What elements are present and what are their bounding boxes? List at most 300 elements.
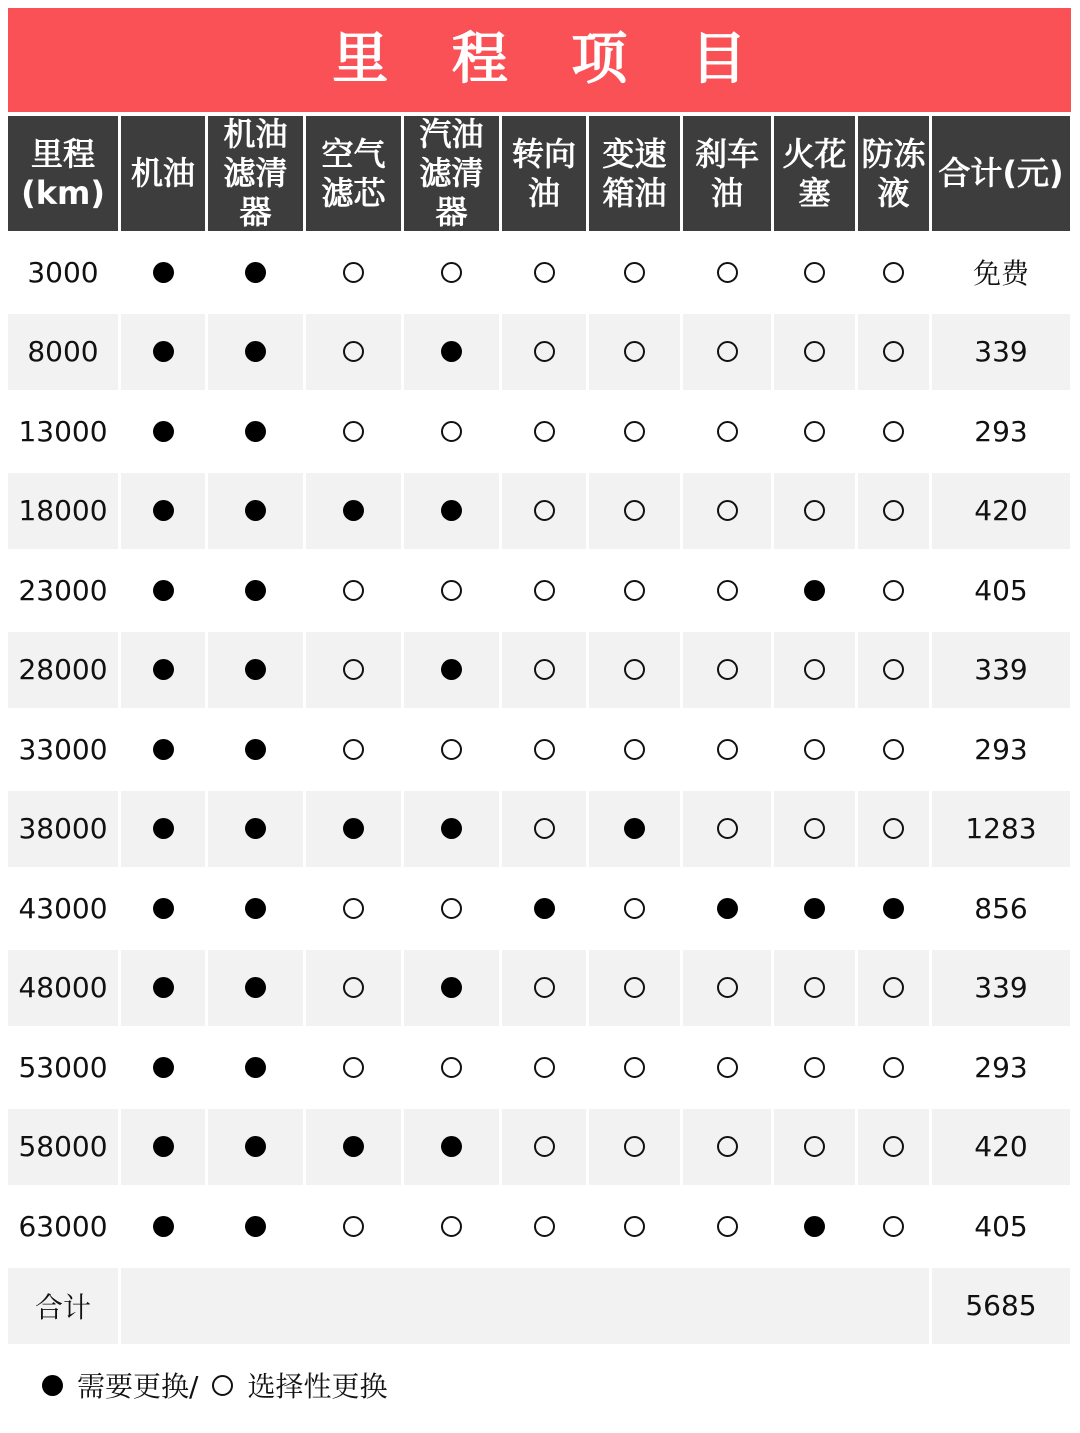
mark-cell bbox=[404, 314, 499, 391]
filled-dot-icon bbox=[343, 1136, 364, 1157]
mark-cell bbox=[589, 1109, 680, 1186]
mileage-cell: 43000 bbox=[8, 870, 118, 947]
table-row bbox=[8, 234, 1071, 311]
mark-cell bbox=[121, 393, 205, 470]
mark-cell bbox=[502, 950, 586, 1027]
filled-dot-icon bbox=[153, 1057, 174, 1078]
open-dot-icon bbox=[343, 580, 364, 601]
mark-cell bbox=[589, 1029, 680, 1106]
filled-dot-icon bbox=[153, 1216, 174, 1237]
filled-dot-icon bbox=[153, 1136, 174, 1157]
header-line: 器 bbox=[239, 193, 272, 231]
open-dot-icon bbox=[717, 739, 738, 760]
header-line: 箱油 bbox=[602, 173, 667, 212]
mark-cell bbox=[683, 234, 771, 311]
open-dot-icon bbox=[624, 977, 645, 998]
summary-row bbox=[8, 1268, 1071, 1345]
header-line: 液 bbox=[877, 173, 910, 212]
mark-cell bbox=[774, 632, 855, 709]
table-row bbox=[8, 870, 1071, 947]
open-dot-icon bbox=[624, 739, 645, 760]
open-dot-icon bbox=[441, 739, 462, 760]
mark-cell bbox=[404, 234, 499, 311]
mark-cell bbox=[502, 1188, 586, 1265]
mark-cell bbox=[683, 393, 771, 470]
mark-cell bbox=[683, 1109, 771, 1186]
mark-cell bbox=[683, 791, 771, 868]
mark-cell bbox=[858, 711, 929, 788]
open-dot-icon bbox=[717, 977, 738, 998]
mark-cell bbox=[306, 393, 401, 470]
open-dot-icon bbox=[804, 818, 825, 839]
header-cell bbox=[932, 116, 1070, 231]
row-total-cell: 405 bbox=[932, 552, 1070, 629]
header-line: 滤清 bbox=[223, 154, 288, 192]
mark-cell bbox=[589, 234, 680, 311]
mark-cell bbox=[774, 870, 855, 947]
mark-cell bbox=[683, 314, 771, 391]
open-dot-icon bbox=[343, 898, 364, 919]
open-dot-icon bbox=[883, 500, 904, 521]
table-row bbox=[8, 1029, 1071, 1106]
open-dot-icon bbox=[717, 1216, 738, 1237]
mark-cell bbox=[306, 1109, 401, 1186]
table-row bbox=[8, 711, 1071, 788]
row-total-cell: 339 bbox=[932, 950, 1070, 1027]
filled-dot-icon bbox=[441, 818, 462, 839]
mark-cell bbox=[858, 950, 929, 1027]
filled-dot-icon bbox=[245, 341, 266, 362]
header-line: 火花 bbox=[782, 134, 847, 173]
mark-cell bbox=[683, 870, 771, 947]
mark-cell bbox=[121, 473, 205, 550]
open-dot-icon bbox=[624, 262, 645, 283]
mark-cell bbox=[502, 1109, 586, 1186]
mark-cell bbox=[404, 632, 499, 709]
open-dot-icon bbox=[804, 739, 825, 760]
open-dot-icon bbox=[441, 421, 462, 442]
filled-dot-icon bbox=[245, 1057, 266, 1078]
mark-cell bbox=[502, 393, 586, 470]
header-line: 防冻 bbox=[861, 134, 926, 173]
table-header bbox=[8, 116, 1071, 231]
mark-cell bbox=[404, 711, 499, 788]
row-total-cell: 293 bbox=[932, 1029, 1070, 1106]
mark-cell bbox=[208, 473, 303, 550]
open-dot-icon bbox=[624, 421, 645, 442]
mark-cell bbox=[589, 473, 680, 550]
mark-cell bbox=[404, 473, 499, 550]
filled-dot-icon bbox=[153, 739, 174, 760]
open-dot-icon bbox=[883, 421, 904, 442]
mileage-cell: 48000 bbox=[8, 950, 118, 1027]
summary-total: 5685 bbox=[932, 1268, 1070, 1345]
header-cell bbox=[306, 116, 401, 231]
open-dot-icon bbox=[534, 1057, 555, 1078]
header-line: 刹车 bbox=[694, 134, 759, 173]
open-dot-icon bbox=[624, 659, 645, 680]
open-dot-icon bbox=[624, 1216, 645, 1237]
mark-cell bbox=[683, 950, 771, 1027]
header-line: 汽油 bbox=[419, 115, 484, 153]
summary-blank bbox=[121, 1268, 929, 1345]
open-dot-icon bbox=[717, 1136, 738, 1157]
mark-cell bbox=[589, 393, 680, 470]
mark-cell bbox=[774, 1109, 855, 1186]
row-total-cell: 免费 bbox=[932, 234, 1070, 311]
open-dot-icon bbox=[343, 262, 364, 283]
mark-cell bbox=[683, 1188, 771, 1265]
mark-cell bbox=[306, 1188, 401, 1265]
open-dot-icon bbox=[717, 580, 738, 601]
mark-cell bbox=[208, 711, 303, 788]
header-cell bbox=[404, 116, 499, 231]
table-body bbox=[8, 234, 1071, 1265]
mileage-cell: 8000 bbox=[8, 314, 118, 391]
row-total-cell: 293 bbox=[932, 393, 1070, 470]
mileage-cell: 23000 bbox=[8, 552, 118, 629]
mark-cell bbox=[502, 870, 586, 947]
mark-cell bbox=[774, 393, 855, 470]
open-dot-icon bbox=[343, 1216, 364, 1237]
open-dot-icon bbox=[883, 1136, 904, 1157]
filled-dot-icon bbox=[441, 1136, 462, 1157]
mark-cell bbox=[858, 791, 929, 868]
row-total-cell: 405 bbox=[932, 1188, 1070, 1265]
header-cell bbox=[121, 116, 205, 231]
filled-dot-icon bbox=[441, 341, 462, 362]
filled-dot-icon bbox=[441, 977, 462, 998]
filled-dot-icon bbox=[153, 898, 174, 919]
open-dot-icon bbox=[212, 1375, 233, 1396]
header-line: 器 bbox=[435, 193, 468, 231]
filled-dot-icon bbox=[153, 421, 174, 442]
mark-cell bbox=[208, 1109, 303, 1186]
open-dot-icon bbox=[534, 1216, 555, 1237]
mark-cell bbox=[589, 950, 680, 1027]
mark-cell bbox=[774, 1029, 855, 1106]
open-dot-icon bbox=[441, 580, 462, 601]
mark-cell bbox=[774, 1188, 855, 1265]
mark-cell bbox=[502, 234, 586, 311]
mark-cell bbox=[306, 552, 401, 629]
table-row bbox=[8, 552, 1071, 629]
mark-cell bbox=[589, 632, 680, 709]
table-row bbox=[8, 393, 1071, 470]
filled-dot-icon bbox=[804, 580, 825, 601]
mileage-cell: 58000 bbox=[8, 1109, 118, 1186]
filled-dot-icon bbox=[804, 1216, 825, 1237]
filled-dot-icon bbox=[245, 262, 266, 283]
mark-cell bbox=[121, 234, 205, 311]
mark-cell bbox=[774, 711, 855, 788]
header-line: 机油 bbox=[130, 154, 195, 192]
open-dot-icon bbox=[534, 421, 555, 442]
open-dot-icon bbox=[534, 977, 555, 998]
mileage-cell: 28000 bbox=[8, 632, 118, 709]
header-cell bbox=[774, 116, 855, 231]
mark-cell bbox=[208, 234, 303, 311]
filled-dot-icon bbox=[245, 580, 266, 601]
open-dot-icon bbox=[883, 659, 904, 680]
table-row bbox=[8, 791, 1071, 868]
mark-cell bbox=[404, 791, 499, 868]
open-dot-icon bbox=[441, 1216, 462, 1237]
open-dot-icon bbox=[717, 262, 738, 283]
mark-cell bbox=[306, 632, 401, 709]
open-dot-icon bbox=[883, 977, 904, 998]
header-line: 机油 bbox=[223, 115, 288, 153]
table-row bbox=[8, 1188, 1071, 1265]
mark-cell bbox=[306, 791, 401, 868]
mark-cell bbox=[774, 314, 855, 391]
header-line: 滤芯 bbox=[321, 173, 386, 212]
mark-cell bbox=[589, 870, 680, 947]
mark-cell bbox=[121, 314, 205, 391]
filled-dot-icon bbox=[153, 977, 174, 998]
header-line: 合计(元) bbox=[938, 154, 1064, 192]
filled-dot-icon bbox=[153, 262, 174, 283]
open-dot-icon bbox=[883, 739, 904, 760]
header-cell bbox=[683, 116, 771, 231]
open-dot-icon bbox=[343, 977, 364, 998]
mark-cell bbox=[306, 870, 401, 947]
filled-dot-icon bbox=[441, 500, 462, 521]
filled-dot-icon bbox=[245, 739, 266, 760]
mark-cell bbox=[502, 314, 586, 391]
mark-cell bbox=[589, 711, 680, 788]
filled-dot-icon bbox=[153, 341, 174, 362]
header-line: (km) bbox=[21, 173, 105, 212]
mark-cell bbox=[121, 1188, 205, 1265]
mark-cell bbox=[208, 791, 303, 868]
filled-dot-icon bbox=[153, 580, 174, 601]
header-cell bbox=[208, 116, 303, 231]
open-dot-icon bbox=[624, 500, 645, 521]
header-line: 滤清 bbox=[419, 154, 484, 192]
mark-cell bbox=[404, 950, 499, 1027]
filled-dot-icon bbox=[245, 818, 266, 839]
mark-cell bbox=[404, 870, 499, 947]
filled-dot-icon bbox=[245, 500, 266, 521]
mark-cell bbox=[306, 473, 401, 550]
filled-dot-icon bbox=[245, 1136, 266, 1157]
mark-cell bbox=[774, 234, 855, 311]
mark-cell bbox=[121, 870, 205, 947]
mark-cell bbox=[306, 711, 401, 788]
open-dot-icon bbox=[804, 659, 825, 680]
row-total-cell: 339 bbox=[932, 632, 1070, 709]
table-row bbox=[8, 950, 1071, 1027]
mark-cell bbox=[208, 1029, 303, 1106]
mark-cell bbox=[404, 552, 499, 629]
open-dot-icon bbox=[804, 977, 825, 998]
filled-dot-icon bbox=[343, 818, 364, 839]
mileage-cell: 13000 bbox=[8, 393, 118, 470]
mark-cell bbox=[858, 234, 929, 311]
open-dot-icon bbox=[717, 1057, 738, 1078]
header-line: 空气 bbox=[321, 134, 386, 173]
open-dot-icon bbox=[717, 421, 738, 442]
row-total-cell: 420 bbox=[932, 1109, 1070, 1186]
mark-cell bbox=[683, 473, 771, 550]
open-dot-icon bbox=[534, 580, 555, 601]
filled-dot-icon bbox=[717, 898, 738, 919]
header-line: 油 bbox=[710, 173, 743, 212]
mark-cell bbox=[589, 791, 680, 868]
mark-cell bbox=[208, 1188, 303, 1265]
filled-dot-icon bbox=[245, 977, 266, 998]
mark-cell bbox=[404, 393, 499, 470]
mark-cell bbox=[121, 632, 205, 709]
filled-dot-icon bbox=[624, 818, 645, 839]
legend-optional-label: 选择性更换 bbox=[247, 1370, 388, 1403]
open-dot-icon bbox=[804, 1136, 825, 1157]
row-total-cell: 293 bbox=[932, 711, 1070, 788]
open-dot-icon bbox=[804, 262, 825, 283]
open-dot-icon bbox=[534, 1136, 555, 1157]
open-dot-icon bbox=[624, 580, 645, 601]
filled-dot-icon bbox=[245, 421, 266, 442]
mark-cell bbox=[404, 1109, 499, 1186]
mark-cell bbox=[208, 632, 303, 709]
mark-cell bbox=[208, 870, 303, 947]
mark-cell bbox=[858, 552, 929, 629]
mark-cell bbox=[683, 632, 771, 709]
open-dot-icon bbox=[883, 262, 904, 283]
mark-cell bbox=[208, 393, 303, 470]
open-dot-icon bbox=[534, 341, 555, 362]
open-dot-icon bbox=[624, 341, 645, 362]
filled-dot-icon bbox=[245, 659, 266, 680]
mark-cell bbox=[683, 552, 771, 629]
open-dot-icon bbox=[717, 341, 738, 362]
filled-dot-icon bbox=[883, 898, 904, 919]
open-dot-icon bbox=[343, 1057, 364, 1078]
header-cell bbox=[8, 116, 118, 231]
mark-cell bbox=[589, 314, 680, 391]
mark-cell bbox=[306, 950, 401, 1027]
filled-dot-icon bbox=[245, 898, 266, 919]
open-dot-icon bbox=[441, 262, 462, 283]
open-dot-icon bbox=[534, 500, 555, 521]
mark-cell bbox=[208, 950, 303, 1027]
open-dot-icon bbox=[717, 500, 738, 521]
open-dot-icon bbox=[624, 1057, 645, 1078]
mark-cell bbox=[858, 1109, 929, 1186]
row-total-cell: 856 bbox=[932, 870, 1070, 947]
header-line: 油 bbox=[527, 173, 560, 212]
mark-cell bbox=[858, 632, 929, 709]
mileage-cell: 33000 bbox=[8, 711, 118, 788]
open-dot-icon bbox=[804, 421, 825, 442]
open-dot-icon bbox=[717, 818, 738, 839]
mileage-cell: 3000 bbox=[8, 234, 118, 311]
mileage-cell: 38000 bbox=[8, 791, 118, 868]
mark-cell bbox=[774, 552, 855, 629]
mark-cell bbox=[858, 473, 929, 550]
maintenance-table bbox=[8, 116, 1071, 1344]
header-line: 转向 bbox=[511, 134, 576, 173]
filled-dot-icon bbox=[534, 898, 555, 919]
mark-cell bbox=[683, 1029, 771, 1106]
mark-cell bbox=[121, 1109, 205, 1186]
mark-cell bbox=[306, 234, 401, 311]
row-total-cell: 420 bbox=[932, 473, 1070, 550]
mark-cell bbox=[502, 552, 586, 629]
filled-dot-icon bbox=[153, 659, 174, 680]
mark-cell bbox=[404, 1188, 499, 1265]
mark-cell bbox=[858, 393, 929, 470]
open-dot-icon bbox=[343, 421, 364, 442]
legend bbox=[42, 1365, 387, 1405]
mark-cell bbox=[589, 552, 680, 629]
filled-dot-icon bbox=[441, 659, 462, 680]
mark-cell bbox=[121, 950, 205, 1027]
page-title: 里 程 项 目 bbox=[332, 27, 769, 92]
mark-cell bbox=[306, 314, 401, 391]
header-cell bbox=[858, 116, 929, 231]
filled-dot-icon bbox=[245, 1216, 266, 1237]
table-row bbox=[8, 314, 1071, 391]
open-dot-icon bbox=[343, 739, 364, 760]
open-dot-icon bbox=[624, 1136, 645, 1157]
mark-cell bbox=[774, 473, 855, 550]
mileage-cell: 53000 bbox=[8, 1029, 118, 1106]
mark-cell bbox=[306, 1029, 401, 1106]
header-line: 塞 bbox=[798, 173, 831, 212]
open-dot-icon bbox=[534, 739, 555, 760]
summary-label: 合计 bbox=[8, 1268, 118, 1345]
mark-cell bbox=[502, 473, 586, 550]
mark-cell bbox=[121, 1029, 205, 1106]
mark-cell bbox=[502, 711, 586, 788]
mark-cell bbox=[121, 791, 205, 868]
open-dot-icon bbox=[343, 659, 364, 680]
header-line: 里程 bbox=[30, 134, 95, 173]
mark-cell bbox=[502, 791, 586, 868]
legend-required-label: 需要更换/ bbox=[77, 1370, 199, 1403]
mark-cell bbox=[858, 870, 929, 947]
filled-dot-icon bbox=[153, 500, 174, 521]
mileage-cell: 63000 bbox=[8, 1188, 118, 1265]
mark-cell bbox=[858, 1188, 929, 1265]
mark-cell bbox=[502, 1029, 586, 1106]
mark-cell bbox=[121, 711, 205, 788]
mark-cell bbox=[589, 1188, 680, 1265]
open-dot-icon bbox=[883, 580, 904, 601]
mark-cell bbox=[121, 552, 205, 629]
mark-cell bbox=[502, 632, 586, 709]
title-bar bbox=[8, 8, 1071, 112]
open-dot-icon bbox=[534, 262, 555, 283]
mark-cell bbox=[683, 711, 771, 788]
filled-dot-icon bbox=[42, 1375, 63, 1396]
mark-cell bbox=[208, 552, 303, 629]
open-dot-icon bbox=[624, 898, 645, 919]
mark-cell bbox=[774, 950, 855, 1027]
open-dot-icon bbox=[441, 1057, 462, 1078]
open-dot-icon bbox=[804, 500, 825, 521]
mileage-cell: 18000 bbox=[8, 473, 118, 550]
header-line: 变速 bbox=[602, 134, 667, 173]
row-total-cell: 1283 bbox=[932, 791, 1070, 868]
open-dot-icon bbox=[441, 898, 462, 919]
open-dot-icon bbox=[717, 659, 738, 680]
open-dot-icon bbox=[883, 341, 904, 362]
mark-cell bbox=[858, 1029, 929, 1106]
filled-dot-icon bbox=[153, 818, 174, 839]
